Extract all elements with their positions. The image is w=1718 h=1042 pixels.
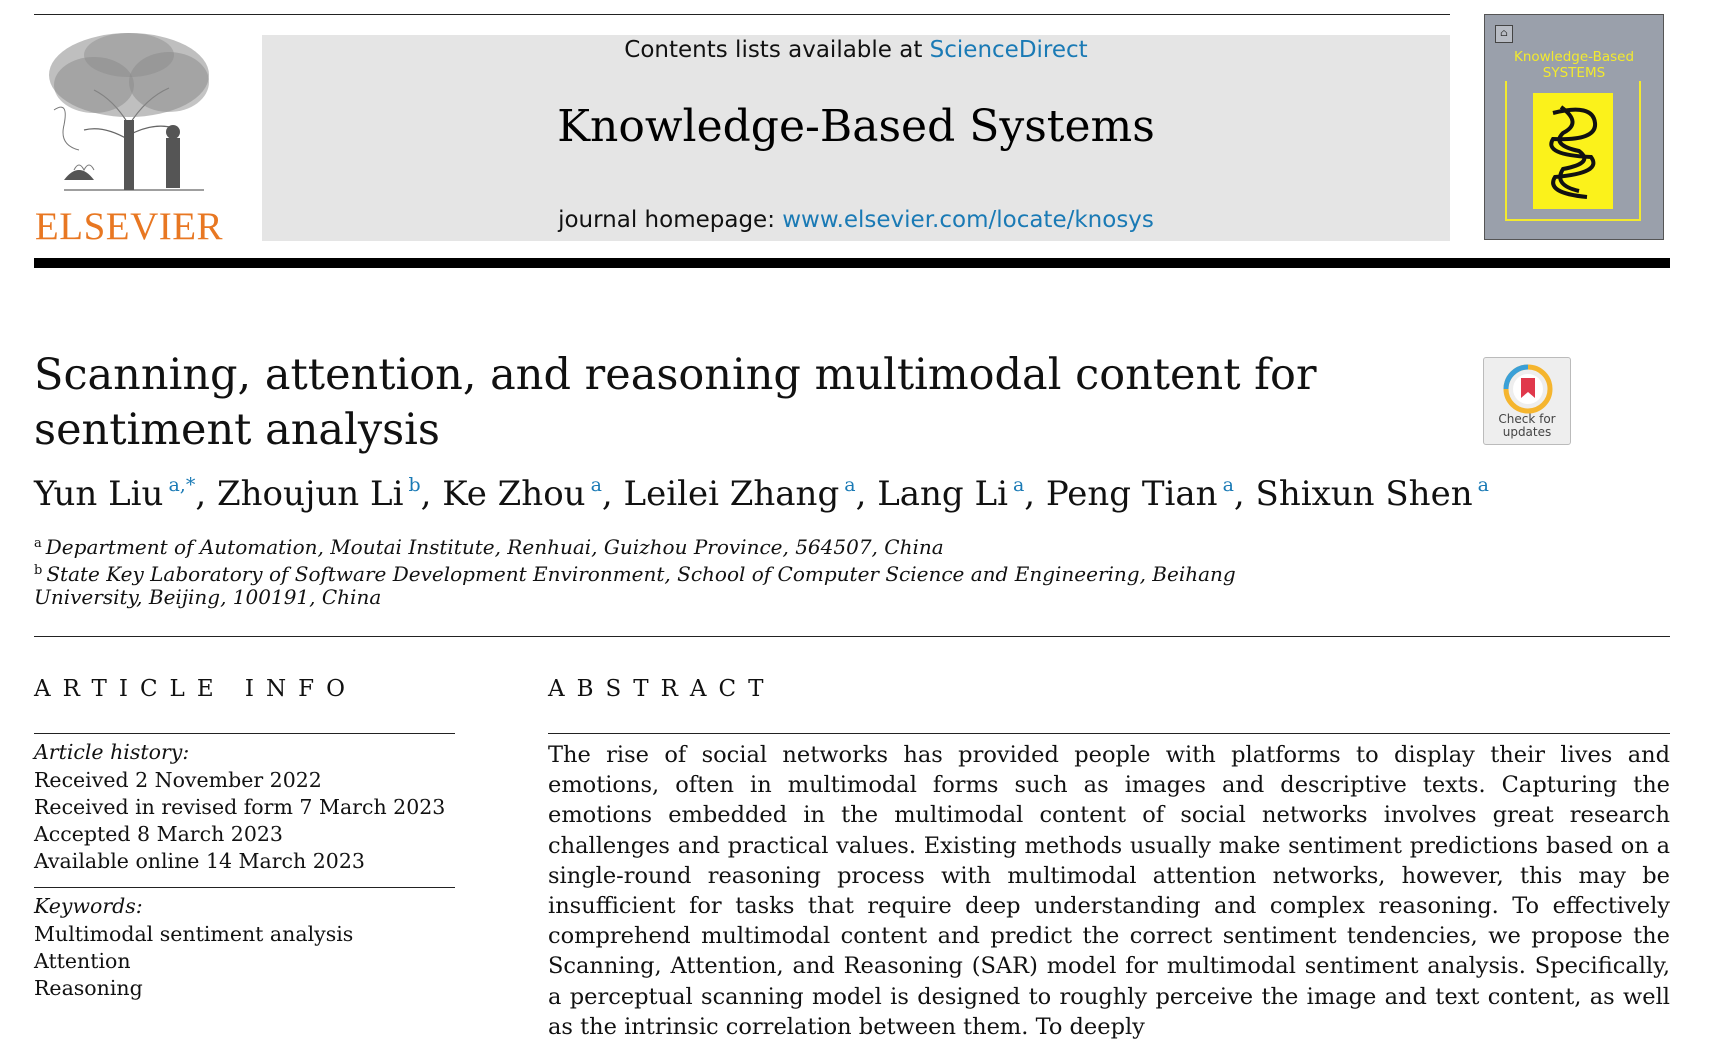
contents-prefix: Contents lists available at [624,37,930,63]
history-item: Accepted 8 March 2023 [34,822,283,846]
cover-artwork [1533,93,1613,209]
check-for-updates-badge[interactable] [1483,357,1571,445]
header-top-rule [34,14,1450,15]
history-item: Available online 14 March 2023 [34,849,365,873]
author-affil-mark[interactable]: b [408,474,421,496]
author-name[interactable]: Shixun Shen [1255,474,1473,514]
abstract-heading: ABSTRACT [548,676,776,702]
affiliation-text: Department of Automation, Moutai Institute, Renhuai, Guizhou Province, 564507, China [45,535,944,559]
author-name[interactable]: Ke Zhou [442,474,586,514]
history-item: Received in revised form 7 March 2023 [34,795,446,819]
author-affil-mark[interactable]: a,* [168,474,196,496]
keywords-label: Keywords: [34,894,143,918]
keywords-rule [34,887,455,888]
author-affil-mark[interactable]: a [1477,474,1489,496]
journal-homepage [262,207,1450,233]
header-thick-rule [34,258,1670,268]
section-divider [34,636,1670,637]
homepage-prefix: journal homepage: [558,207,783,233]
history-item: Received 2 November 2022 [34,768,322,792]
elsevier-mini-icon: ⌂ [1495,25,1513,43]
elsevier-wordmark: ELSEVIER [34,205,224,248]
affiliation-b-continued [34,584,1234,611]
paper-title: Scanning, attention, and reasoning multimodal content for sentiment analysis [34,350,1317,455]
author-name[interactable]: Peng Tian [1045,474,1218,514]
author-name[interactable]: Zhoujun Li [216,474,404,514]
spiral-sculpture-icon [1533,93,1613,209]
keyword-item[interactable]: Multimodal sentiment analysis [34,922,354,946]
article-info-heading: ARTICLE INFO [34,676,357,702]
journal-cover-thumbnail[interactable] [1484,14,1664,240]
keyword-item[interactable]: Attention [34,949,131,973]
tree-emblem-icon [34,30,224,200]
author-list: Yun Liu $^{a,*}$, Zhoujun Li $^b$, Ke Zhou $^a$, Leilei Zhang $^a$, Lang Li $^a$, Peng Tian $^a$, Shixun Shen $^a$ [34,474,1489,514]
keyword-item[interactable]: Reasoning [34,976,143,1000]
article-history-list [34,767,454,875]
journal-banner [262,35,1450,241]
cover-title: Knowledge-Based SYSTEMS [1485,49,1663,81]
sciencedirect-link[interactable]: ScienceDirect [929,37,1088,63]
author-affil-mark[interactable]: a [1012,474,1025,496]
article-history-label: Article history: [34,740,190,764]
author-name[interactable]: Leilei Zhang [623,474,840,514]
author-affil-mark[interactable]: a [844,474,856,496]
author-name[interactable]: Lang Li [877,474,1008,514]
article-info-rule [34,733,455,734]
elsevier-logo[interactable] [34,30,224,246]
affiliation-mark: a [34,536,42,551]
author-affil-mark[interactable]: a [590,474,602,496]
check-updates-icon [1503,364,1553,414]
keywords-list [34,921,454,1002]
affiliation-text: University, Beijing, 100191, China [34,585,382,609]
contents-availability [262,37,1450,63]
author-name[interactable]: Yun Liu [34,474,164,514]
affiliation-mark: b [34,563,43,578]
affiliation-text: State Key Laboratory of Software Development Environment, School of Computer Science and Engineering, Beihang [46,562,1236,586]
journal-name: Knowledge-Based Systems [557,101,1155,152]
homepage-link[interactable]: www.elsevier.com/locate/knosys [782,207,1154,233]
abstract-body: The rise of social networks has provided people with platforms to display their lives and emotions, often in multimodal forms such as images and descriptive texts. Capturing the emotions embedded in the multimodal content of social networks involves great research challenges and practical values. Existing methods usually make sentiment predictions based on a single-round reasoning process with multimodal attention networks, however, this may be insufficient for tasks that require deep understanding and complex reasoning. To effectively comprehend multimodal content and predict the correct sentiment tendencies, we propose the Scanning, Attention, and Reasoning (SAR) model for multimodal sentiment analysis. Specifically, a perceptual scanning model is designed to roughly perceive the image and text content, as well as the intrinsic correlation between them. To deeply [548,742,1670,1040]
author-affil-mark[interactable]: a [1222,474,1234,496]
check-updates-label: Check for updates [1498,412,1556,439]
abstract-rule [548,733,1670,734]
